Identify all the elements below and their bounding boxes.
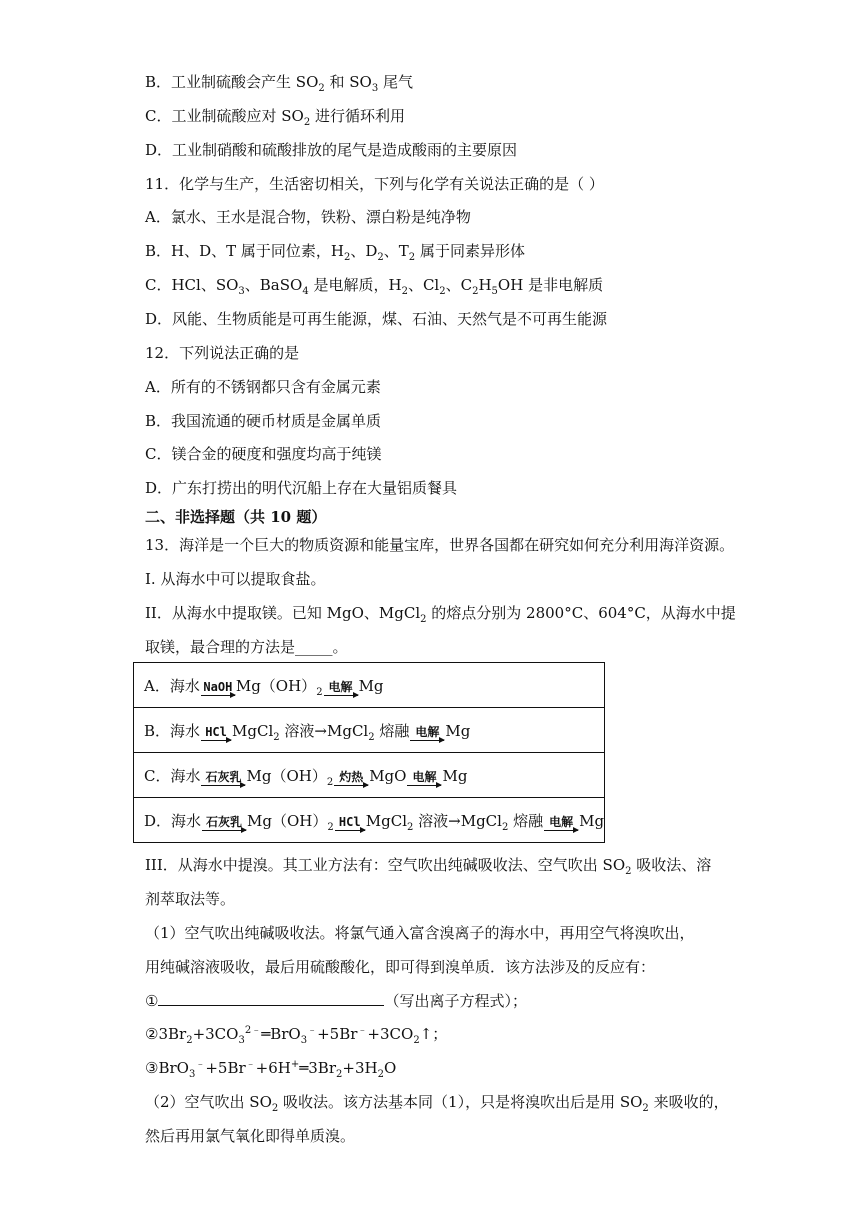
q11-option-d: D．风能、生物质能是可再生能源，煤、石油、天然气是不可再生能源: [145, 310, 608, 328]
reaction-arrow: 灼热: [334, 771, 368, 786]
q11-stem: 11．化学与生产，生活密切相关，下列与化学有关说法正确的是（ ）: [145, 175, 604, 193]
answer-blank[interactable]: [158, 991, 384, 1006]
q11-option-b: B．H、D、T 属于同位素，$H_2$、$D_2$、$T_2$ 属于同素异形体: [145, 242, 525, 263]
q13-part1: I. 从海水中可以提取食盐。: [145, 570, 326, 588]
q13-part3-line1: III．从海水中提溴。其工业方法有：空气吹出纯碱吸收法、空气吹出 $SO_2$ 吸收法、溶: [145, 856, 712, 877]
q12-stem: 12．下列说法正确的是: [145, 344, 300, 362]
option-row-b[interactable]: B．海水 HCl MgCl$_2$ 溶液→MgCl$_2$ 熔融 电解 Mg: [134, 708, 605, 753]
reaction-3: $③BrO_3^﹣+5Br^﹣+6H^+═3Br_2+3H_2O$: [145, 1059, 397, 1080]
q10-option-c: C．工业制硫酸应对 $SO_2$ 进行循环利用: [145, 107, 405, 128]
q13-sub1-line1: （1）空气吹出纯碱吸收法。将氯气通入富含溴离子的海水中，再用空气将溴吹出，: [145, 924, 695, 942]
reaction-arrow: HCl: [201, 726, 231, 741]
q12-option-a: A．所有的不锈钢都只含有金属元素: [145, 378, 381, 396]
q13-stem: 13．海洋是一个巨大的物质资源和能量宝库，世界各国都在研究如何充分利用海洋资源。: [145, 536, 735, 554]
q13-sub1-line2: 用纯碱溶液吸收，最后用硫酸酸化，即可得到溴单质．该方法涉及的反应有：: [145, 958, 656, 976]
q13-part2-line2: 取镁，最合理的方法是_____。: [145, 638, 348, 656]
q11-option-c: C．HCl、$SO_3$、BaSO$_4$ 是电解质，$H_2$、$Cl_2$、$C_2H_5OH$ 是非电解质: [145, 276, 604, 297]
reaction-arrow: 电解: [407, 771, 441, 786]
q13-sub2-line2: 然后再用氯气氧化即得单质溴。: [145, 1127, 356, 1145]
reaction-arrow: 石灰乳: [201, 771, 245, 786]
section-heading: 二、非选择题（共 10 题）: [145, 508, 327, 526]
option-row-a[interactable]: A．海水 NaOH $Mg(OH)_2$ 电解 Mg: [134, 663, 605, 708]
option-row-d[interactable]: D．海水 石灰乳 $Mg(OH)_2$ HCl MgCl$_2$ 溶液→MgCl$_2$ 熔融 电解 Mg: [134, 798, 605, 843]
q10-option-d: D．工业制硝酸和硫酸排放的尾气是造成酸雨的主要原因: [145, 141, 518, 159]
q10-option-b: B．工业制硫酸会产生 $SO_2$ 和 $SO_3$ 尾气: [145, 73, 414, 94]
q12-option-b: B．我国流通的硬币材质是金属单质: [145, 412, 382, 430]
reaction-arrow: 电解: [544, 816, 578, 831]
reaction-2: $②3Br_2+3CO_3^{2﹣}═BrO_3^﹣+5Br^﹣+3CO_2↑$；: [145, 1025, 448, 1046]
q11-option-a: A．氯水、王水是混合物，铁粉、漂白粉是纯净物: [145, 208, 471, 226]
q12-option-c: C．镁合金的硬度和强度均高于纯镁: [145, 445, 382, 463]
reaction-arrow: NaOH: [201, 681, 235, 696]
q13-part3-line2: 剂萃取法等。: [145, 890, 236, 908]
reaction-arrow: 石灰乳: [202, 816, 246, 831]
q13-part2-line1: II．从海水中提取镁。已知 MgO、MgCl$_2$ 的熔点分别为 2800°C、604°C，从海水中提: [145, 604, 736, 625]
option-row-c[interactable]: C．海水 石灰乳 $Mg(OH)_2$ 灼热 MgO 电解 Mg: [134, 753, 605, 798]
reaction-1: ① （写出离子方程式）；: [145, 992, 527, 1010]
q13-sub2-line1: （2）空气吹出 $SO_2$ 吸收法。该方法基本同（1），只是将溴吹出后是用 $SO_2$ 来吸收的，: [145, 1093, 729, 1114]
reaction-arrow: 电解: [324, 681, 358, 696]
options-table: [133, 662, 605, 843]
reaction-arrow: 电解: [410, 726, 444, 741]
reaction-arrow: HCl: [335, 816, 365, 831]
q12-option-d: D．广东打捞出的明代沉船上存在大量铝质餐具: [145, 479, 458, 497]
